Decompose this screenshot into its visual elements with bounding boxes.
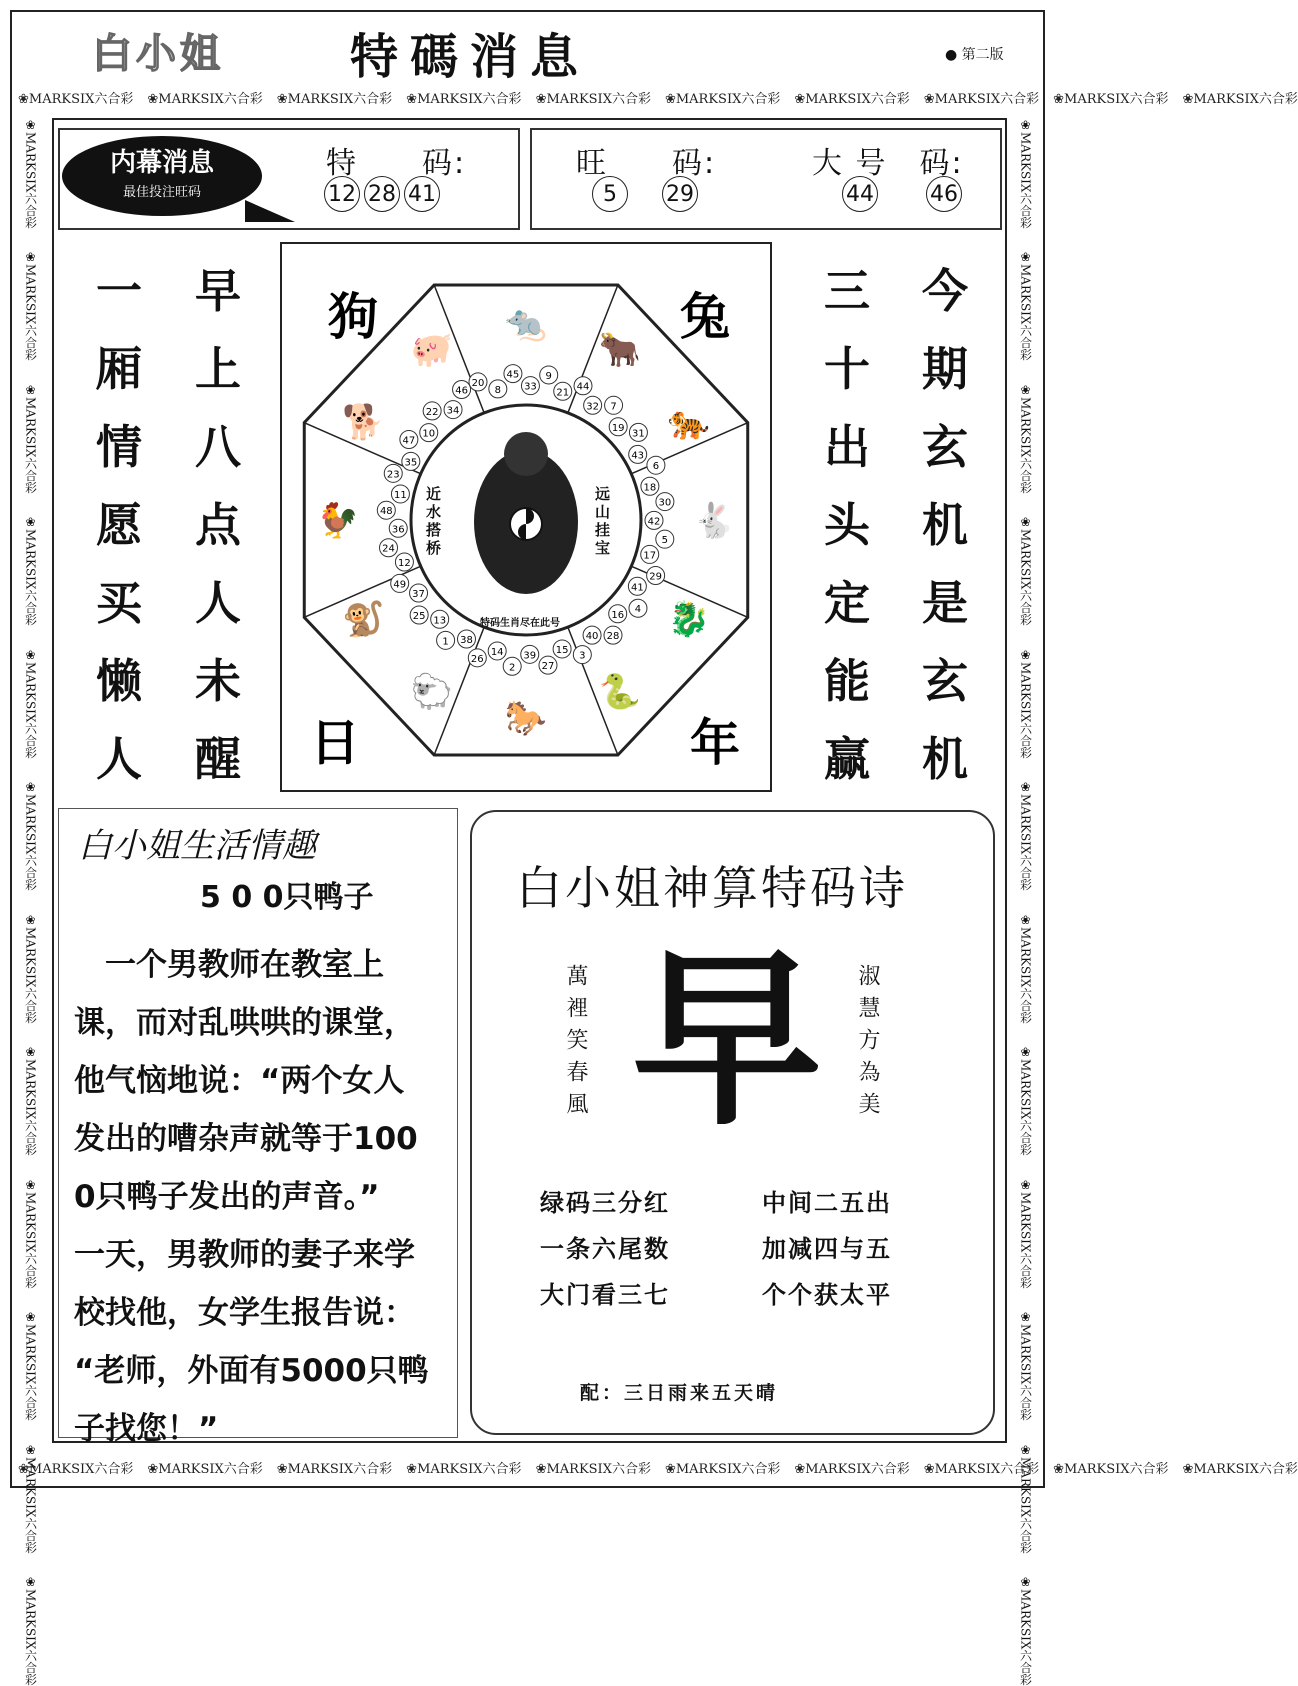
couplet-char: 情 [96, 420, 142, 474]
couplet-char: 十 [824, 342, 870, 396]
poem-line: 中间二五出 [762, 1189, 892, 1217]
chart-number [389, 519, 407, 537]
watermark-band-left [18, 118, 44, 1686]
chart-number [641, 477, 659, 495]
bubble-subtitle: 最佳投注旺码 [122, 185, 201, 200]
watermark-unit: ❀MARKSIX六合彩 [794, 1461, 910, 1477]
svg-text:46: 46 [455, 385, 468, 397]
chart-number [457, 630, 475, 648]
chart-number [647, 567, 665, 585]
watermark-unit: ❀MARKSIX六合彩 [1018, 250, 1033, 361]
svg-text:15: 15 [555, 644, 569, 656]
svg-text:5: 5 [661, 535, 668, 547]
chart-number [453, 380, 471, 398]
svg-text:7: 7 [610, 401, 617, 413]
watermark-band-top [18, 86, 1298, 108]
svg-text:10: 10 [422, 428, 436, 440]
svg-text:8: 8 [494, 384, 502, 396]
couplet-char: 赢 [824, 732, 870, 786]
couplet-char: 厢 [96, 342, 142, 396]
chart-number [554, 382, 572, 400]
chart-number [521, 377, 539, 395]
story-line: 校找他，女学生报告说： [74, 1295, 415, 1331]
couplet-char: 定 [824, 576, 870, 630]
watermark-unit: ❀MARKSIX六合彩 [147, 91, 263, 107]
chart-number [573, 646, 591, 664]
watermark-unit: ❀MARKSIX六合彩 [18, 1461, 134, 1477]
chart-number [410, 584, 428, 602]
poem-line: 加减四与五 [762, 1235, 892, 1263]
watermark-unit: ❀MARKSIX六合彩 [1018, 1310, 1033, 1421]
svg-text:28: 28 [606, 631, 620, 643]
svg-text:31: 31 [632, 428, 645, 440]
watermark-unit: ❀MARKSIX六合彩 [535, 1461, 651, 1477]
couplet-char: 是 [922, 576, 968, 630]
wang-number: 29 [662, 176, 698, 212]
chart-number [628, 577, 646, 595]
svg-text:38: 38 [460, 634, 473, 646]
chart-number [391, 485, 409, 503]
couplet-char: 出 [824, 420, 870, 474]
svg-text:2: 2 [509, 662, 516, 674]
svg-text:13: 13 [433, 615, 447, 627]
watermark-unit: ❀MARKSIX六合彩 [1018, 1177, 1033, 1289]
chart-number [423, 402, 441, 420]
big-number: 44 [842, 176, 878, 212]
center-bottom-text: 特码生肖尽在此号 [480, 618, 560, 629]
special-numbers [324, 176, 440, 212]
svg-text:4: 4 [634, 604, 642, 616]
special-label: 特 码: [326, 146, 467, 181]
chart-number [488, 642, 506, 660]
watermark-unit: ❀MARKSIX六合彩 [1018, 912, 1033, 1024]
edition-label: ● 第二版 [945, 47, 1004, 63]
poem-line: 个个获太平 [762, 1281, 892, 1309]
couplet-char: 机 [922, 732, 968, 786]
watermark-unit: ❀MARKSIX六合彩 [23, 780, 38, 891]
chart-number [604, 626, 622, 644]
watermark-unit: ❀MARKSIX六合彩 [23, 1310, 38, 1421]
svg-text:18: 18 [643, 482, 657, 494]
couplet-char: 头 [824, 498, 870, 552]
svg-text:47: 47 [402, 435, 416, 447]
svg-text:34: 34 [446, 405, 460, 417]
left-couplet-inner [195, 252, 241, 798]
chart-number [629, 445, 647, 463]
svg-text:29: 29 [649, 571, 662, 583]
svg-text:25: 25 [412, 610, 426, 622]
rooster-icon: 🐓 [316, 501, 360, 541]
svg-text:1: 1 [442, 636, 449, 648]
watermark-unit: ❀MARKSIX六合彩 [406, 1461, 522, 1477]
horse-icon: 🐎 [504, 698, 548, 739]
svg-text:27: 27 [541, 661, 555, 673]
chart-number [641, 545, 659, 563]
watermark-unit: ❀MARKSIX六合彩 [1182, 91, 1298, 107]
story-line: 他气恼地说：“两个女人 [74, 1063, 405, 1099]
couplet-char: 买 [96, 576, 142, 630]
couplet-char: 懒 [96, 654, 142, 708]
watermark-unit: ❀MARKSIX六合彩 [1053, 91, 1169, 107]
chart-number [583, 626, 601, 644]
svg-text:48: 48 [379, 506, 393, 518]
corner-rabbit-char: 兔 [680, 287, 730, 346]
watermark-unit: ❀MARKSIX六合彩 [276, 91, 393, 107]
goat-icon: 🐑 [410, 671, 454, 712]
couplet-char: 醒 [195, 732, 241, 786]
zodiac-chart [280, 242, 772, 792]
rat-icon: 🐀 [504, 303, 548, 344]
watermark-unit: ❀MARKSIX六合彩 [664, 91, 781, 107]
wang-number: 5 [592, 176, 628, 212]
bubble-title: 内幕消息 [109, 148, 214, 178]
chart-number [647, 456, 665, 474]
svg-text:16: 16 [611, 609, 625, 621]
svg-text:21: 21 [556, 387, 570, 399]
watermark-unit: ❀MARKSIX六合彩 [23, 515, 38, 626]
chart-number [609, 418, 627, 436]
watermark-unit: ❀MARKSIX六合彩 [1018, 1442, 1033, 1554]
chart-number [380, 539, 398, 557]
svg-text:36: 36 [391, 524, 405, 536]
story-title: 白小姐生活情趣 [78, 826, 316, 866]
watermark-unit: ❀MARKSIX六合彩 [794, 91, 910, 107]
chart-number [645, 511, 663, 529]
center-right-text: 远山挂宝 [593, 486, 611, 558]
story-line: 一天，男教师的妻子来学 [74, 1237, 415, 1273]
snake-icon: 🐍 [598, 671, 642, 712]
svg-text:30: 30 [658, 497, 672, 509]
chart-number [400, 430, 418, 448]
svg-text:43: 43 [631, 450, 645, 462]
couplet-char: 上 [195, 342, 241, 396]
svg-text:44: 44 [576, 381, 590, 393]
watermark-unit: ❀MARKSIX六合彩 [1018, 1045, 1033, 1156]
couplet-char: 三 [824, 264, 870, 318]
svg-text:45: 45 [506, 369, 520, 381]
watermark-unit: ❀MARKSIX六合彩 [23, 118, 38, 229]
watermark-unit: ❀MARKSIX六合彩 [664, 1461, 781, 1477]
couplet-char: 八 [195, 420, 241, 474]
poem-line: 绿码三分红 [540, 1189, 670, 1217]
poem-line: 一条六尾数 [540, 1235, 670, 1263]
poem-big-char: 早 [632, 928, 823, 1151]
couplet-char: 早 [195, 264, 241, 318]
svg-text:17: 17 [643, 550, 657, 562]
right-couplet-outer [922, 252, 968, 798]
svg-text:11: 11 [394, 489, 407, 501]
couplet-char: 愿 [96, 498, 142, 552]
chart-number [584, 396, 602, 414]
story-line: 发出的嘈杂声就等于100 [74, 1121, 418, 1157]
watermark-unit: ❀MARKSIX六合彩 [276, 1461, 393, 1477]
couplet-char: 能 [824, 654, 870, 708]
watermark-unit: ❀MARKSIX六合彩 [535, 91, 651, 107]
chart-number [420, 424, 438, 442]
svg-text:9: 9 [545, 370, 552, 382]
couplet-char: 玄 [922, 654, 968, 708]
svg-text:26: 26 [470, 653, 484, 665]
svg-text:49: 49 [393, 579, 407, 591]
svg-text:24: 24 [382, 543, 395, 555]
watermark-unit: ❀MARKSIX六合彩 [23, 382, 38, 494]
chart-number [489, 380, 507, 398]
chart-number [469, 373, 487, 391]
chart-number [391, 574, 409, 592]
center-left-text: 近水搭桥 [424, 486, 442, 558]
svg-text:37: 37 [412, 589, 425, 601]
svg-text:42: 42 [647, 516, 661, 528]
story-line: 子找您！” [74, 1411, 219, 1447]
special-number: 12 [324, 176, 360, 212]
svg-text:14: 14 [490, 646, 504, 658]
watermark-unit: ❀MARKSIX六合彩 [923, 1461, 1040, 1477]
svg-text:35: 35 [404, 457, 418, 469]
watermark-unit: ❀MARKSIX六合彩 [406, 91, 522, 107]
rabbit-icon: 🐇 [692, 501, 736, 541]
watermark-unit: ❀MARKSIX六合彩 [23, 250, 38, 361]
wang-label: 旺 码: [576, 146, 717, 181]
poem-right-vertical: 淑慧方為美 [855, 964, 880, 1124]
inside-news-bubble [62, 136, 262, 216]
chart-number [410, 606, 428, 624]
couplet-char: 人 [96, 732, 142, 786]
chart-number [504, 365, 522, 383]
chart-number [402, 452, 420, 470]
svg-text:40: 40 [585, 631, 599, 643]
watermark-unit: ❀MARKSIX六合彩 [23, 1177, 38, 1289]
page-title: 特碼消息 [350, 29, 591, 85]
watermark-unit: ❀MARKSIX六合彩 [23, 647, 38, 759]
big-number-label: 大 号 码: [812, 146, 964, 181]
chart-number [656, 530, 674, 548]
big-number: 46 [926, 176, 962, 212]
svg-text:6: 6 [652, 461, 660, 473]
chart-number [377, 501, 395, 519]
special-number: 28 [364, 176, 400, 212]
monkey-icon: 🐒 [342, 599, 385, 640]
ox-icon: 🐂 [598, 330, 642, 371]
couplet-char: 一 [96, 264, 142, 318]
chart-number [395, 553, 413, 571]
couplet-char: 期 [922, 342, 968, 396]
svg-text:23: 23 [386, 469, 400, 481]
pig-icon: 🐖 [410, 330, 454, 371]
couplet-char: 人 [195, 576, 241, 630]
right-couplet-inner [824, 252, 870, 798]
special-number: 41 [404, 176, 440, 212]
watermark-unit: ❀MARKSIX六合彩 [1018, 118, 1033, 229]
left-couplet-outer [96, 252, 142, 798]
story-line: 一个男教师在教室上 [74, 947, 384, 983]
watermark-unit: ❀MARKSIX六合彩 [1018, 647, 1033, 759]
story-line: 课，而对乱哄哄的课堂， [74, 1005, 415, 1041]
svg-text:32: 32 [586, 401, 600, 413]
chart-number [629, 599, 647, 617]
couplet-char: 机 [922, 498, 968, 552]
chart-number [521, 645, 539, 663]
couplet-char: 今 [922, 264, 968, 318]
poem-title: 白小姐神算特码诗 [516, 861, 908, 915]
watermark-unit: ❀MARKSIX六合彩 [23, 912, 38, 1024]
watermark-unit: ❀MARKSIX六合彩 [923, 91, 1040, 107]
chart-number [605, 396, 623, 414]
story-line: 0只鸭子发出的声音。” [74, 1179, 380, 1215]
svg-text:20: 20 [471, 377, 485, 389]
watermark-unit: ❀MARKSIX六合彩 [1018, 780, 1033, 891]
chart-number [629, 423, 647, 441]
svg-text:39: 39 [523, 650, 537, 662]
chart-number [503, 657, 521, 675]
couplet-char: 点 [195, 498, 241, 552]
chart-number [540, 366, 558, 384]
chart-number [609, 605, 627, 623]
brand-logo: 白小姐 [92, 31, 224, 77]
watermark-unit: ❀MARKSIX六合彩 [1182, 1461, 1298, 1477]
big-numbers [842, 176, 962, 212]
svg-text:33: 33 [524, 381, 537, 393]
chart-number [468, 649, 486, 667]
svg-text:19: 19 [611, 422, 625, 434]
poem-lines-right [762, 1180, 892, 1318]
tiger-icon: 🐅 [667, 402, 710, 443]
chart-number [574, 377, 592, 395]
chart-number [437, 631, 455, 649]
svg-text:22: 22 [425, 406, 439, 418]
wang-numbers [592, 176, 698, 212]
chart-number [656, 493, 674, 511]
watermark-unit: ❀MARKSIX六合彩 [23, 1442, 38, 1554]
story-body [74, 936, 454, 1458]
svg-text:3: 3 [579, 650, 586, 662]
chart-number [553, 640, 571, 658]
dragon-icon: 🐉 [667, 599, 710, 640]
watermark-unit: ❀MARKSIX六合彩 [1018, 515, 1033, 626]
svg-text:41: 41 [630, 582, 644, 594]
svg-text:12: 12 [398, 558, 411, 570]
chart-number [431, 610, 449, 628]
watermark-unit: ❀MARKSIX六合彩 [1053, 1461, 1169, 1477]
poem-left-vertical: 萬裡笑春風 [563, 964, 588, 1124]
chart-number [539, 656, 557, 674]
story-line: “老师，外面有5000只鸭 [74, 1353, 429, 1389]
chart-number [384, 464, 402, 482]
corner-ri-char: 日 [310, 713, 360, 772]
watermark-unit: ❀MARKSIX六合彩 [1018, 1575, 1033, 1686]
poem-footer: 配：三日雨来五天晴 [580, 1382, 779, 1404]
watermark-band-bottom [18, 1456, 1298, 1478]
watermark-unit: ❀MARKSIX六合彩 [18, 91, 134, 107]
corner-nian-char: 年 [690, 713, 740, 772]
bubble-tail [245, 200, 295, 222]
couplet-char: 未 [195, 654, 241, 708]
chart-number [444, 401, 462, 419]
edition-text: 第二版 [961, 47, 1004, 63]
poem-lines-left [540, 1180, 670, 1318]
poem-line: 大门看三七 [540, 1281, 670, 1309]
dog-icon: 🐕 [342, 402, 385, 443]
watermark-band-right [1013, 118, 1039, 1686]
corner-dog-char: 狗 [328, 287, 378, 346]
couplet-char: 玄 [922, 420, 968, 474]
watermark-unit: ❀MARKSIX六合彩 [23, 1045, 38, 1156]
watermark-unit: ❀MARKSIX六合彩 [147, 1461, 263, 1477]
watermark-unit: ❀MARKSIX六合彩 [1018, 382, 1033, 494]
watermark-unit: ❀MARKSIX六合彩 [23, 1575, 38, 1686]
story-subtitle: 5 0 0只鸭子 [200, 880, 374, 915]
